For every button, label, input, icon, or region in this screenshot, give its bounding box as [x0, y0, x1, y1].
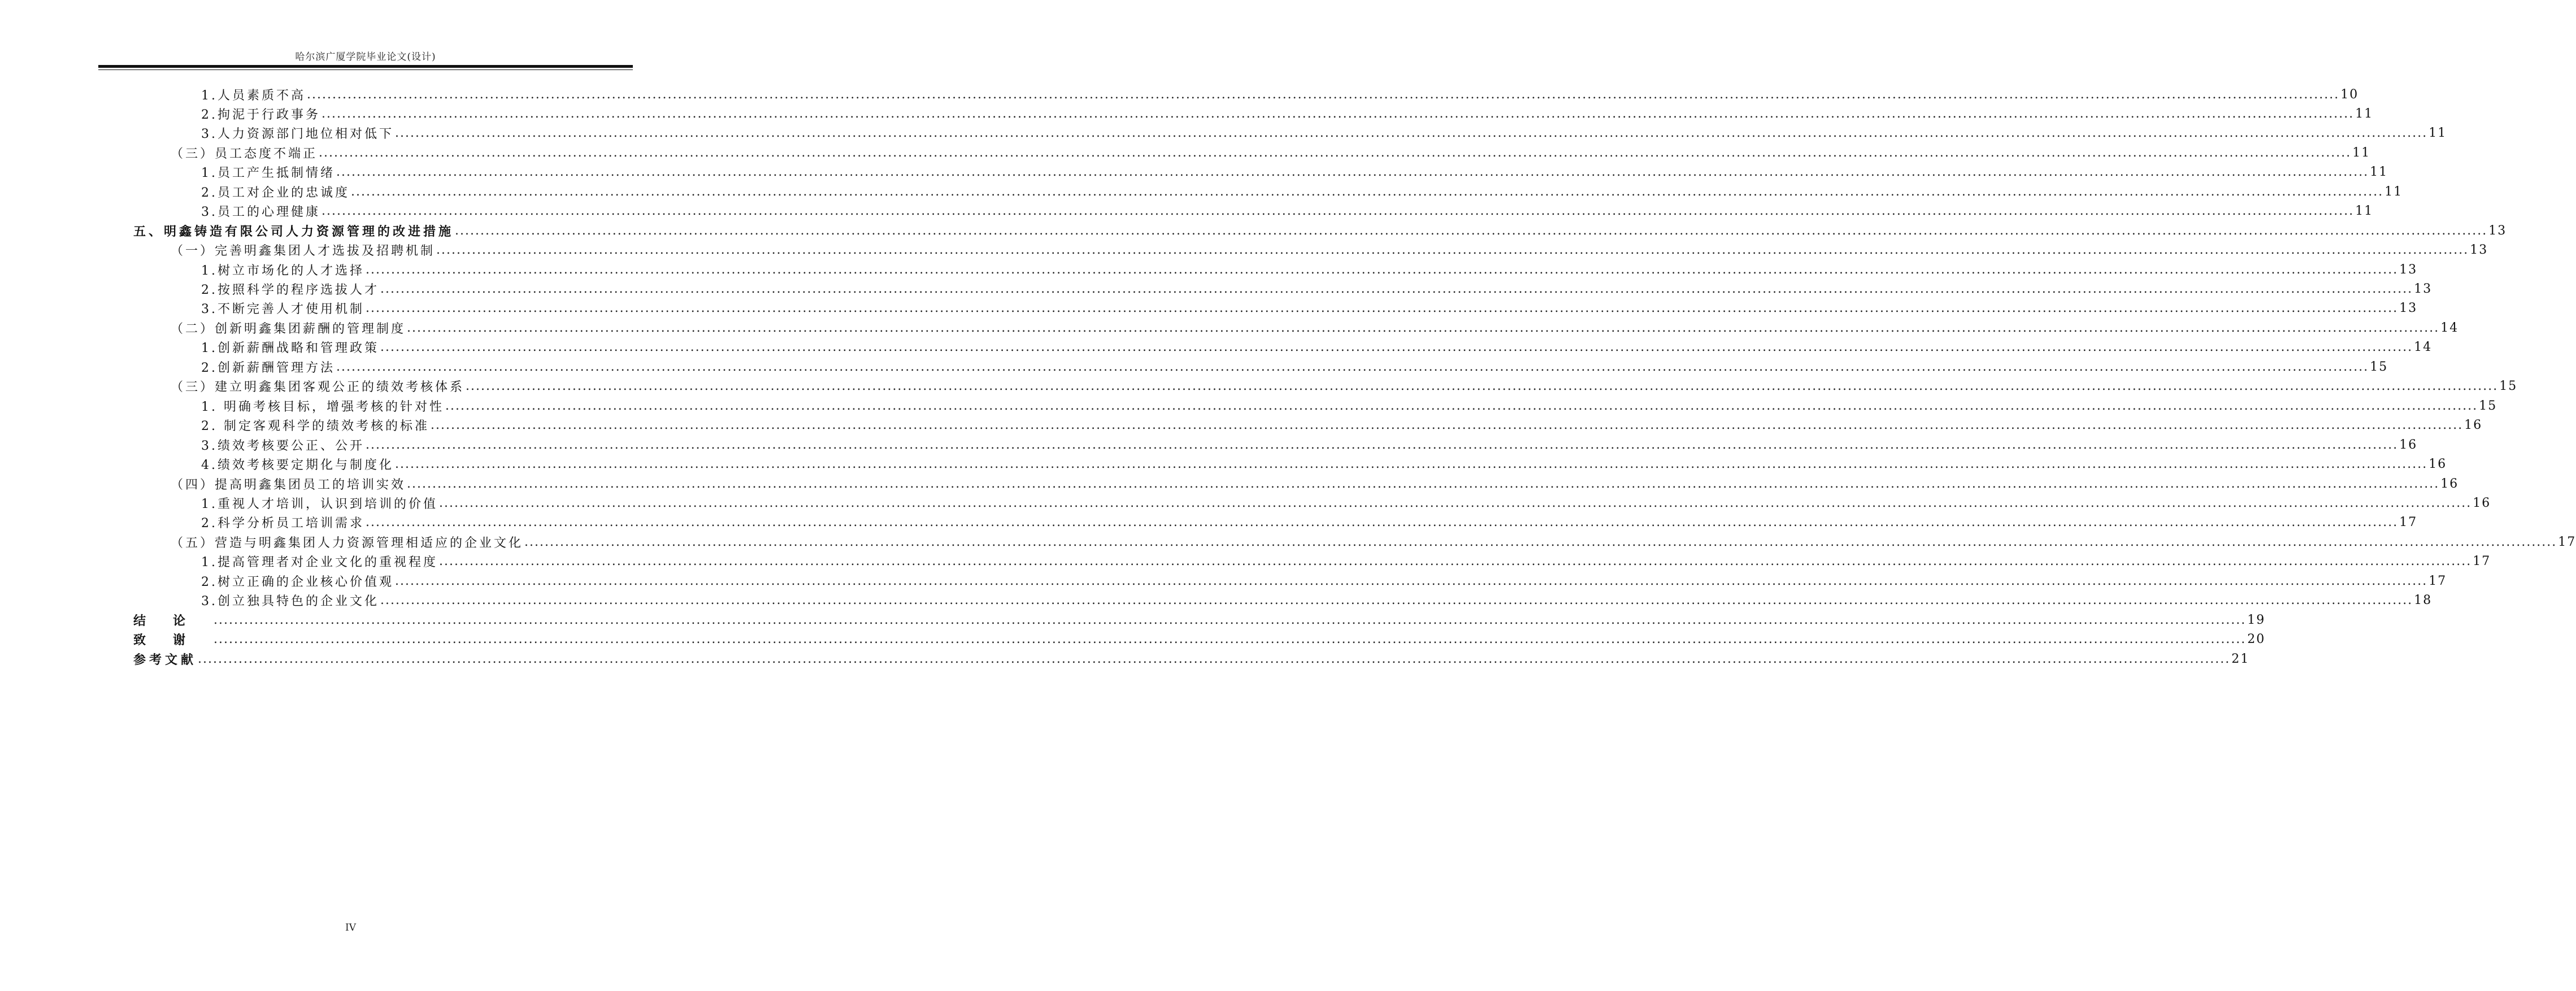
toc-entry-page: 11 [2384, 184, 2403, 199]
toc-entry-title: （四）提高明鑫集团员工的培训实效 [171, 477, 406, 492]
toc-dot-leader: ................................................................................................................................................................................................................................................................................................................................................................................................................ [395, 573, 2428, 588]
toc-dot-leader: ................................................................................................................................................................................................................................................................................................................................................................................................................ [431, 418, 2464, 433]
toc-entry [0, 377, 2518, 396]
toc-dot-leader: ................................................................................................................................................................................................................................................................................................................................................................................................................ [380, 593, 2413, 608]
toc-entry-page: 16 [2473, 496, 2491, 510]
toc-entry-page: 16 [2399, 437, 2418, 452]
toc-entry-title: 1.创新薪酬战略和管理政策 [201, 341, 379, 356]
toc-entry [0, 104, 2374, 123]
toc-entry-title: （二）创新明鑫集团薪酬的管理制度 [171, 321, 406, 336]
toc-dot-leader: ................................................................................................................................................................................................................................................................................................................................................................................................................ [445, 398, 2478, 413]
toc-entry-title: 1.重视人才培训，认识到培训的价值 [201, 497, 438, 511]
toc-dot-leader: ................................................................................................................................................................................................................................................................................................................................................................................................................ [319, 145, 2352, 160]
toc-entry [0, 338, 2432, 357]
toc-entry-title: 结论 [133, 614, 213, 628]
toc-entry-title: 2.员工对企业的忠诚度 [201, 185, 350, 200]
toc-dot-leader: ................................................................................................................................................................................................................................................................................................................................................................................................................ [351, 184, 2384, 199]
toc-dot-leader: ................................................................................................................................................................................................................................................................................................................................................................................................................ [322, 106, 2355, 121]
toc-entry-title: 3.人力资源部门地位相对低下 [201, 127, 394, 142]
toc-entry-page: 11 [2355, 204, 2374, 219]
toc-entry [0, 221, 2507, 240]
toc-entry-page: 16 [2464, 418, 2483, 433]
toc-entry-title: 2.树立正确的企业核心价值观 [201, 575, 394, 589]
toc-entry-page: 13 [2399, 301, 2418, 316]
toc-dot-leader: ................................................................................................................................................................................................................................................................................................................................................................................................................ [307, 87, 2340, 102]
toc-dot-leader: ................................................................................................................................................................................................................................................................................................................................................................................................................ [366, 515, 2399, 530]
toc-entry-title: 参考文献 [133, 653, 197, 667]
toc-entry-page: 19 [2247, 612, 2266, 627]
toc-entry [0, 532, 2576, 551]
toc-entry [0, 416, 2483, 435]
toc-dot-leader: ................................................................................................................................................................................................................................................................................................................................................................................................................ [439, 496, 2472, 510]
toc-entry-page: 21 [2231, 651, 2250, 666]
toc-entry-title: 4.绩效考核要定期化与制度化 [201, 458, 394, 473]
toc-entry [0, 143, 2371, 162]
toc-entry-page: 11 [2429, 126, 2447, 141]
toc-entry [0, 357, 2388, 376]
toc-entry-title: 1.提高管理者对企业文化的重视程度 [201, 555, 438, 570]
page-header: 哈尔滨广厦学院毕业论文(设计) [295, 51, 436, 63]
toc-entry-page: 11 [2355, 106, 2374, 121]
page-number: IV [345, 922, 356, 933]
toc-entry-page: 13 [2488, 223, 2507, 238]
toc-dot-leader: ................................................................................................................................................................................................................................................................................................................................................................................................................ [336, 359, 2369, 374]
toc-entry [0, 610, 2266, 629]
toc-entry [0, 513, 2418, 532]
toc-entry-title: 3.创立独具特色的企业文化 [201, 594, 379, 609]
toc-entry-title: 1.树立市场化的人才选择 [201, 263, 364, 278]
toc-entry-page: 10 [2340, 87, 2359, 102]
toc-entry-page: 18 [2414, 593, 2432, 608]
toc-dot-leader: ................................................................................................................................................................................................................................................................................................................................................................................................................ [322, 204, 2355, 219]
toc-entry-title: 2.科学分析员工培训需求 [201, 516, 364, 531]
toc-entry-title: （五）营造与明鑫集团人力资源管理相适应的企业文化 [171, 536, 524, 550]
toc-dot-leader: ................................................................................................................................................................................................................................................................................................................................................................................................................ [455, 223, 2488, 238]
toc-entry [0, 299, 2418, 318]
toc-entry-title: 3.绩效考核要公正、公开 [201, 438, 364, 453]
toc-entry [0, 241, 2488, 260]
toc-dot-leader: ................................................................................................................................................................................................................................................................................................................................................................................................................ [407, 320, 2440, 335]
toc-entry-page: 20 [2247, 632, 2266, 647]
toc-entry-page: 13 [2399, 262, 2418, 277]
toc-entry-page: 17 [2558, 534, 2576, 549]
toc-entry [0, 435, 2418, 454]
toc-entry [0, 202, 2374, 221]
toc-entry-page: 15 [2499, 379, 2518, 394]
toc-entry [0, 85, 2359, 104]
toc-entry-title: （三）员工态度不端正 [171, 146, 318, 161]
toc-entry-page: 11 [2370, 165, 2388, 180]
toc-entry-page: 17 [2399, 515, 2418, 530]
toc-entry-page: 16 [2440, 476, 2459, 491]
toc-entry-title: 1.员工产生抵制情绪 [201, 166, 335, 181]
toc-dot-leader: ................................................................................................................................................................................................................................................................................................................................................................................................................ [336, 165, 2369, 180]
toc-entry-page: 15 [2479, 398, 2497, 413]
toc-entry [0, 552, 2491, 571]
toc-entry [0, 163, 2388, 182]
toc-entry-title: 3.不断完善人才使用机制 [201, 302, 364, 317]
toc-entry [0, 280, 2432, 299]
toc-entry [0, 260, 2418, 279]
toc-dot-leader: ................................................................................................................................................................................................................................................................................................................................................................................................................ [439, 554, 2472, 569]
toc-entry-page: 13 [2470, 243, 2488, 258]
toc-entry [0, 182, 2403, 201]
toc-entry [0, 630, 2266, 649]
toc-dot-leader: ................................................................................................................................................................................................................................................................................................................................................................................................................ [380, 340, 2413, 355]
toc-entry [0, 396, 2497, 415]
toc-entry [0, 474, 2459, 493]
header-rule-thin [98, 69, 633, 70]
toc-entry-title: （三）建立明鑫集团客观公正的绩效考核体系 [171, 380, 465, 395]
toc-dot-leader: ................................................................................................................................................................................................................................................................................................................................................................................................................ [466, 379, 2499, 394]
toc-dot-leader: ................................................................................................................................................................................................................................................................................................................................................................................................................ [198, 651, 2231, 666]
toc-entry-page: 14 [2414, 340, 2432, 355]
toc-dot-leader: ................................................................................................................................................................................................................................................................................................................................................................................................................ [366, 437, 2399, 452]
toc-dot-leader: ................................................................................................................................................................................................................................................................................................................................................................................................................ [395, 126, 2428, 141]
toc-entry-title: 2.拘泥于行政事务 [201, 107, 320, 122]
toc-entry [0, 591, 2432, 610]
toc-entry-page: 14 [2440, 320, 2459, 335]
header-rule-thick [98, 65, 633, 68]
toc-entry-page: 16 [2429, 457, 2447, 472]
toc-entry-title: 1.人员素质不高 [201, 88, 306, 103]
toc-entry-title: （一）完善明鑫集团人才选拔及招聘机制 [171, 244, 436, 259]
toc-entry [0, 493, 2491, 512]
toc-dot-leader: ................................................................................................................................................................................................................................................................................................................................................................................................................ [407, 476, 2440, 491]
toc-entry-title: 致谢 [133, 633, 213, 648]
toc-entry-page: 15 [2370, 359, 2388, 374]
toc-dot-leader: ................................................................................................................................................................................................................................................................................................................................................................................................................ [395, 457, 2428, 472]
toc-entry [0, 571, 2447, 590]
toc-entry-title: 1. 明确考核目标，增强考核的针对性 [201, 399, 444, 414]
toc-entry-title: 五、明鑫铸造有限公司人力资源管理的改进措施 [133, 224, 454, 239]
toc-dot-leader: ................................................................................................................................................................................................................................................................................................................................................................................................................ [366, 301, 2399, 316]
toc-entry-title: 2.创新薪酬管理方法 [201, 360, 335, 375]
toc-entry [0, 455, 2447, 474]
toc-entry-title: 3.员工的心理健康 [201, 205, 320, 220]
toc-dot-leader: ................................................................................................................................................................................................................................................................................................................................................................................................................ [436, 243, 2469, 258]
toc-entry-page: 13 [2414, 282, 2432, 296]
toc-entry-title: 2.按照科学的程序选拔人才 [201, 283, 379, 297]
toc-entry-page: 11 [2352, 145, 2371, 160]
toc-dot-leader: ................................................................................................................................................................................................................................................................................................................................................................................................................ [524, 534, 2557, 549]
toc-dot-leader: ................................................................................................................................................................................................................................................................................................................................................................................................................ [214, 632, 2247, 647]
toc-entry-page: 17 [2429, 573, 2447, 588]
toc-entry-page: 17 [2473, 554, 2491, 569]
toc-entry [0, 318, 2459, 337]
toc-entry [0, 649, 2250, 668]
toc-dot-leader: ................................................................................................................................................................................................................................................................................................................................................................................................................ [380, 282, 2413, 296]
toc-entry-title: 2. 制定客观科学的绩效考核的标准 [201, 419, 429, 434]
toc-dot-leader: ................................................................................................................................................................................................................................................................................................................................................................................................................ [214, 612, 2247, 627]
toc-entry [0, 124, 2447, 143]
toc-dot-leader: ................................................................................................................................................................................................................................................................................................................................................................................................................ [366, 262, 2399, 277]
